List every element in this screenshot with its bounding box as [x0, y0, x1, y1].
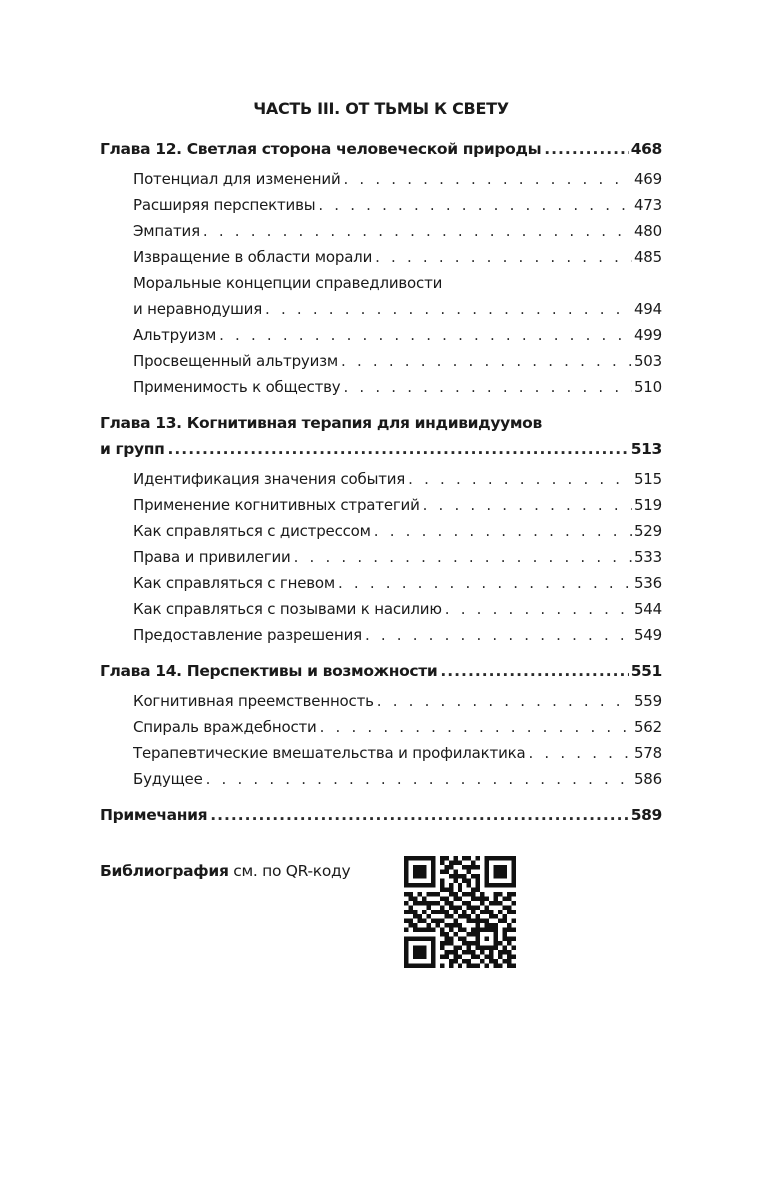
leader-dots	[203, 218, 632, 244]
page-number: 562	[633, 718, 662, 736]
leader-dots	[318, 192, 632, 218]
section-title: Альтруизм	[133, 326, 217, 344]
qr-code-icon[interactable]	[404, 856, 516, 968]
toc-entry[interactable]	[133, 740, 662, 766]
chapter-14-sections	[100, 688, 662, 792]
toc-entry[interactable]	[133, 622, 662, 648]
page-number: 519	[633, 496, 662, 514]
toc-entry[interactable]	[133, 570, 662, 596]
bibliography-hint: см. по QR-коду	[233, 862, 351, 880]
leader-dots	[210, 802, 628, 828]
leader-dots	[338, 570, 632, 596]
chapter-14	[100, 658, 662, 792]
page-number: 480	[633, 222, 662, 240]
page-number: 485	[633, 248, 662, 266]
page-number: 510	[633, 378, 662, 396]
toc-entry[interactable]	[133, 192, 662, 218]
chapter-title-line1: Глава 13. Когнитивная терапия для индивидуумов	[100, 414, 542, 432]
section-title: Применение когнитивных стратегий	[133, 496, 420, 514]
leader-dots	[377, 688, 632, 714]
section-title: Права и привилегии	[133, 548, 291, 566]
leader-dots	[265, 296, 632, 322]
page-number: 589	[630, 806, 662, 824]
leader-dots	[344, 166, 632, 192]
page-number: 469	[633, 170, 662, 188]
page-number: 544	[633, 600, 662, 618]
toc-entry[interactable]	[133, 518, 662, 544]
bibliography-note	[100, 858, 350, 884]
leader-dots	[544, 136, 628, 162]
page-number: 515	[633, 470, 662, 488]
leader-dots	[341, 348, 632, 374]
section-title: Спираль враждебности	[133, 718, 317, 736]
page-number: 559	[633, 692, 662, 710]
chapter-14-heading[interactable]	[100, 658, 662, 684]
chapter-title: Глава 12. Светлая сторона человеческой природы	[100, 140, 542, 158]
chapter-title: Глава 14. Перспективы и возможности	[100, 662, 438, 680]
toc-entry[interactable]	[133, 688, 662, 714]
page-number: 578	[633, 744, 662, 762]
section-title: Просвещенный альтруизм	[133, 352, 339, 370]
toc-entry[interactable]	[133, 244, 662, 270]
toc-entry[interactable]	[133, 166, 662, 192]
page-number: 529	[633, 522, 662, 540]
toc-entry[interactable]	[133, 544, 662, 570]
leader-dots	[374, 518, 632, 544]
leader-dots	[206, 766, 632, 792]
notes-entry[interactable]	[100, 802, 662, 828]
leader-dots	[168, 436, 629, 462]
section-title: Извращение в области морали	[133, 248, 373, 266]
section-title: Предоставление разрешения	[133, 626, 362, 644]
toc-entry[interactable]	[133, 374, 662, 400]
leader-dots	[528, 740, 632, 766]
toc-entry[interactable]	[133, 596, 662, 622]
section-title: Потенциал для изменений	[133, 170, 341, 188]
chapter-12-sections	[100, 166, 662, 400]
toc-entry[interactable]	[133, 296, 662, 322]
section-title: Как справляться с позывами к насилию	[133, 600, 442, 618]
section-title: Идентификация значения события	[133, 470, 406, 488]
section-title: и неравнодушия	[133, 300, 263, 318]
section-title: Как справляться с гневом	[133, 574, 335, 592]
toc-entry[interactable]	[133, 322, 662, 348]
toc-entry[interactable]	[133, 348, 662, 374]
section-title: Расширяя перспективы	[133, 196, 316, 214]
section-title: Будущее	[133, 770, 203, 788]
page-number: 499	[633, 326, 662, 344]
page-number: 503	[633, 352, 662, 370]
page-number: 513	[630, 440, 662, 458]
toc-entry[interactable]	[133, 492, 662, 518]
leader-dots	[445, 596, 632, 622]
page-number: 473	[633, 196, 662, 214]
leader-dots	[294, 544, 632, 570]
leader-dots	[365, 622, 632, 648]
section-title: Когнитивная преемственность	[133, 692, 374, 710]
section-title: Эмпатия	[133, 222, 200, 240]
section-title-line1: Моральные концепции справедливости	[133, 274, 443, 292]
chapter-12	[100, 136, 662, 400]
leader-dots	[408, 466, 632, 492]
chapter-title: и групп	[100, 440, 165, 458]
toc-entry[interactable]	[133, 766, 662, 792]
toc-entry[interactable]	[133, 714, 662, 740]
leader-dots	[219, 322, 632, 348]
leader-dots	[375, 244, 632, 270]
page-number: 586	[633, 770, 662, 788]
page-number: 468	[630, 140, 662, 158]
part-title: ЧАСТЬ III. ОТ ТЬМЫ К СВЕТУ	[253, 99, 509, 118]
leader-dots	[320, 714, 632, 740]
page-number: 494	[633, 300, 662, 318]
page-number: 533	[633, 548, 662, 566]
chapter-12-heading[interactable]	[100, 136, 662, 162]
page-number: 536	[633, 574, 662, 592]
chapter-13-sections	[100, 466, 662, 648]
section-title: Как справляться с дистрессом	[133, 522, 371, 540]
notes-title: Примечания	[100, 806, 208, 824]
bibliography-label: Библиография	[100, 862, 229, 880]
leader-dots	[343, 374, 632, 400]
section-title: Применимость к обществу	[133, 378, 341, 396]
table-of-contents	[100, 96, 662, 828]
chapter-13-heading[interactable]	[100, 436, 662, 462]
leader-dots	[423, 492, 632, 518]
chapter-13	[100, 410, 662, 648]
toc-entry[interactable]	[133, 218, 662, 244]
toc-entry[interactable]	[133, 466, 662, 492]
page-number: 549	[633, 626, 662, 644]
leader-dots	[440, 658, 628, 684]
page-number: 551	[630, 662, 662, 680]
section-title: Терапевтические вмешательства и профилактика	[133, 744, 526, 762]
